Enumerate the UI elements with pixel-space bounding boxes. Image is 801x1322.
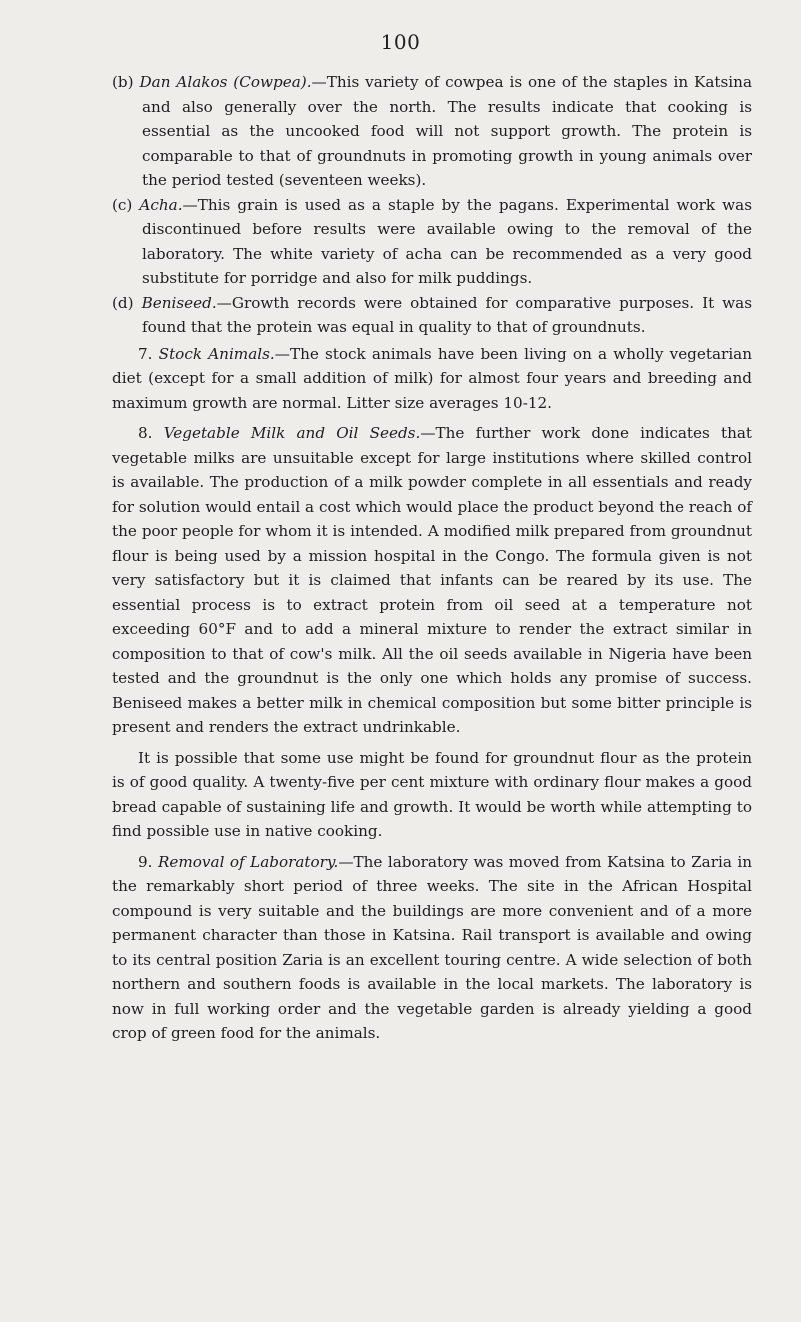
section-7-title: Stock Animals. [158,344,275,363]
item-c-title: Acha. [139,195,183,214]
item-d-title: Beniseed. [141,293,217,312]
item-b-title: Dan Alakos (Cowpea). [139,73,312,91]
section-8-continuation: It is possible that some use might be found for groundnut flour as the protein is of good quality. A twenty-five per cent mixture with ordinary flour makes a good bread capable of sustaining life and growth. It would be worth while attempting to find possible use in native cooking. [112,748,752,840]
item-c-body: —This grain is used as a staple by the pagans. Experimental work was discontinued before results were available owing to the removal of the laboratory. The white variety of acha can be recommended as a very good substitute for porridge and also for milk puddings. [142,195,753,287]
section-8-title: Vegetable Milk and Oil Seeds. [163,424,421,442]
section-8-body: —The further work done indicates that vegetable milks are unsuitable except for large institutions where skilled control is available. The production of a milk powder complete in all essentials and ready for solution would entail a cost which would place the product beyond the reach of the poor people for whom it is intended. A modified milk prepared from groundnut flour is being used by a mission hospital in the Congo. The formula given is not very satisfactory but it is claimed that infants can be reared by its use. The essential process is to extract protein from oil seed at a temperature not exceeding 60°F and to add a mineral mixture to render the extract similar in composition to that of cow's milk. All the oil seeds available in Nigeria have been tested and the groundnut is the only one which holds any promise of success. Beniseed makes a better milk in chemical composition but some bitter principle is present and renders the extract undrinkable. [112,424,753,736]
section-9-title: Removal of Laboratory. [157,852,339,871]
item-b-body: —This variety of cowpea is one of the staples in Katsina and also generally over the north. The results indicate that cooking is essential as the uncooked food will not support growth. The protein is comparable to that of groundnuts in promoting growth in young animals over the period tested (seventeen weeks). [142,73,753,189]
section-8 [112,421,752,740]
section-7-body: —The stock animals have been living on a wholly vegetarian diet (except for a small addition of milk) for almost four years and breeding and maximum growth are normal. Litter size averages 10-12. [112,344,753,412]
page-number: 100 [380,30,421,54]
section-9-body: —The laboratory was moved from Katsina to Zaria in the remarkably short period of three weeks. The site in the African Hospital compound is very suitable and the buildings are more convenient and of a more permanent character than those in Katsina. Rail transport is available and owing to its central position Zaria is an excellent touring centre. A wide selection of both northern and southern foods is available in the local markets. The laboratory is now in full working order and the vegetable garden is already yielding a good crop of green food for the animals. [112,852,753,1042]
section-9-number: 9. [138,852,153,871]
item-b-label: (b) [112,73,134,91]
item-b [112,70,752,193]
section-9 [112,850,752,1046]
section-8-number: 8. [138,424,153,442]
item-c-label: (c) [112,195,133,214]
item-d-body: —Growth records were obtained for comparative purposes. It was found that the protein was equal in quality to that of groundnuts. [142,293,753,336]
item-c [112,193,752,291]
item-d-label: (d) [112,293,134,312]
body-text [112,70,752,1046]
item-d [112,291,752,340]
section-7-number: 7. [138,344,153,363]
section-7 [112,342,752,416]
